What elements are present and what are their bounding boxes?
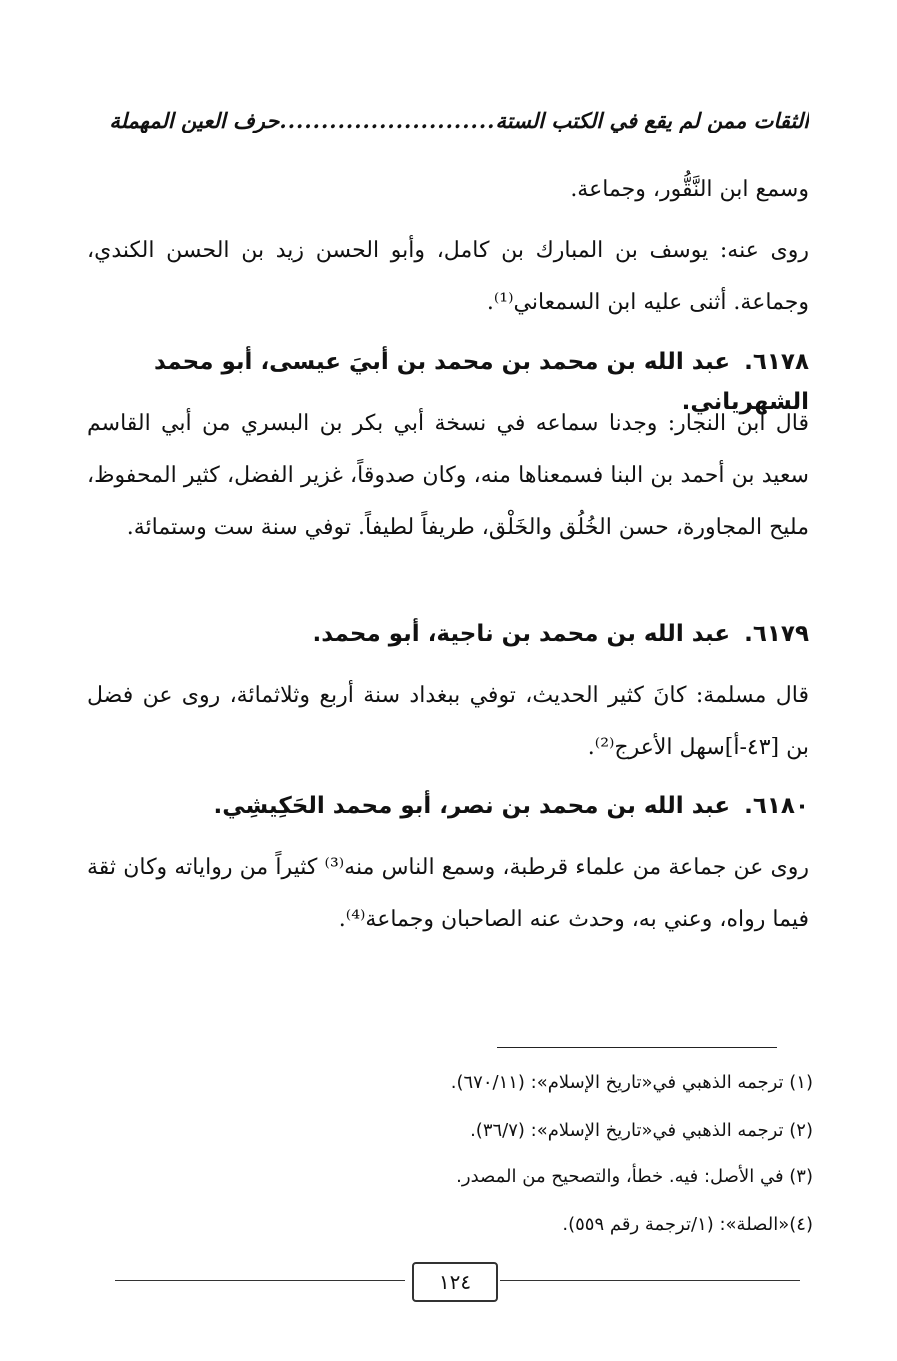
header-dots: .......................... — [279, 108, 496, 133]
running-header — [89, 108, 809, 133]
entry-number: ٦١٧٨. — [744, 349, 809, 375]
footer-rule-right — [500, 1280, 800, 1281]
paragraph-2: روى عنه: يوسف بن المبارك بن كامل، وأبو الحسن زيد بن الحسن الكندي، وجماعة. أثنى عليه ابن السمعاني⁽¹⁾. — [87, 238, 809, 315]
footnote-divider — [497, 1047, 777, 1048]
footnote-1: (١) ترجمه الذهبي في«تاريخ الإسلام»: (٦٧٠/١١). — [450, 1072, 813, 1093]
footnote-2: (٢) ترجمه الذهبي في«تاريخ الإسلام»: (٣٦/٧). — [470, 1120, 813, 1141]
footnote-3: (٣) في الأصل: فيه. خطأ، والتصحيح من المصدر. — [456, 1166, 813, 1187]
header-left-title: حرف العين المهملة — [109, 108, 280, 133]
header-right-title: الثقات ممن لم يقع في الكتب الستة — [495, 108, 809, 133]
entry-title: عبد الله بن محمد بن محمد بن أبيَ عيسى، أبو محمد الشهرياني. — [153, 349, 809, 415]
footnote-4: (٤)«الصلة»: (١/ترجمة رقم ٥٥٩). — [562, 1214, 813, 1235]
footer-rule-left — [115, 1280, 405, 1281]
paragraph-3: قال ابن النجار: وجدنا سماعه في نسخة أبي بكر بن البسري من أبي القاسم سعيد بن أحمد بن البنا فسمعناها منه، وكان صدوقاً، غزير الفضل، كثير المحفوظ، مليح المجاورة، حسن الخُلُق والخَلْق، طريفاً لطيفاً. توفي سنة ست وستمائة. — [87, 411, 809, 540]
entry-6180 — [87, 786, 809, 826]
page-number: ١٢٤ — [412, 1262, 498, 1302]
paragraph-1: وسمع ابن النَّقُّور، وجماعة. — [570, 177, 809, 202]
paragraph-5: روى عن جماعة من علماء قرطبة، وسمع الناس منه⁽³⁾ كثيراً من رواياته وكان ثقة فيما رواه، وعني به، وحدث عنه الصاحبان وجماعة⁽⁴⁾. — [87, 855, 809, 932]
entry-number: ٦١٨٠. — [744, 793, 809, 819]
paragraph-4: قال مسلمة: كانَ كثير الحديث، توفي ببغداد سنة أربع وثلاثمائة، روى عن فضل بن [٤٣-أ]سهل الأعرج⁽²⁾. — [87, 683, 809, 760]
entry-number: ٦١٧٩. — [744, 621, 809, 647]
entry-title: عبد الله بن محمد بن ناجية، أبو محمد. — [312, 621, 731, 647]
entry-6179 — [87, 614, 809, 654]
entry-title: عبد الله بن محمد بن نصر، أبو محمد الحَكِيشِي. — [213, 793, 731, 819]
